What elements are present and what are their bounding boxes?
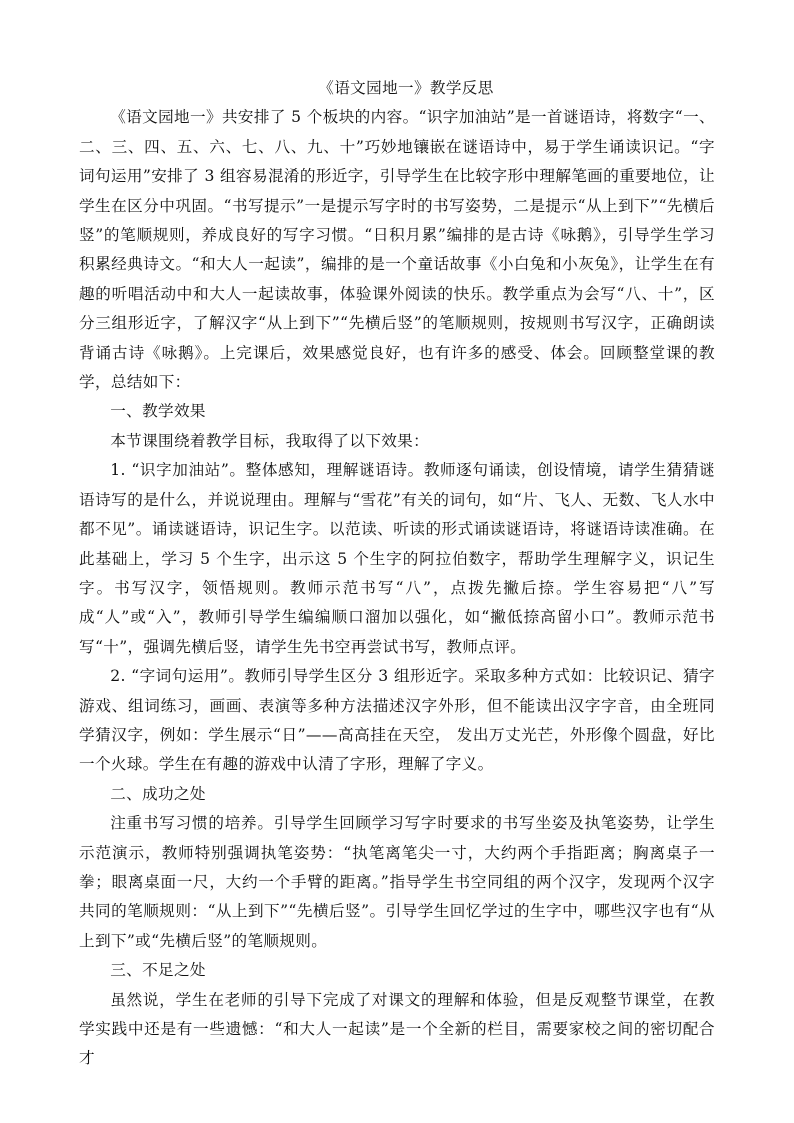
paragraph-intro: 《语文园地一》共安排了 5 个板块的内容。“识字加油站”是一首谜语诗，将数字“一、二、三、四、五、六、七、八、九、十”巧妙地镶嵌在谜语诗中，易于学生诵读识记。“字词句运用”安排了 3 组容易混淆的形近字，引导学生在比较字形中理解笔画的重要地位，让学生在区分中巩固。“书写提示”一是提示写字时的书写姿势，二是提示“从上到下”“先横后竖”的笔顺规则，养成良好的写字习惯。“日积月累”编排的是古诗《咏鹅》，引导学生学习积累经典诗文。“和大人一起读”，编排的是一个童话故事《小白兔和小灰兔》，让学生在有趣的听唱活动中和大人一起读故事，体验课外阅读的快乐。教学重点为会写“八、十”，区分三组形近字，了解汉字“从上到下”“先横后竖”的笔顺规则，按规则书写汉字，正确朗读背诵古诗《咏鹅》。上完课后，效果感觉良好，也有许多的感受、体会。回顾整堂课的教学，总结如下： [79, 108, 715, 392]
paragraph-effect-item-2: 2. “字词句运用”。教师引导学生区分 3 组形近字。采取多种方式如：比较识记、猜字游戏、组词练习，画画、表演等多种方法描述汉字外形，但不能读出汉字字音，由全班同学猜汉字，例如：学生展示“日”——高高挂在天空， 发出万丈光芒，外形像个圆盘，好比一个火球。学生在有趣的游戏中认清了字形，理解了字义。 [79, 667, 715, 774]
paragraph-shortcomings: 虽然说，学生在老师的引导下完成了对课文的理解和体验，但是反观整节课堂，在教学实践中还是有一些遗憾：“和大人一起读”是一个全新的栏目，需要家校之间的密切配合才 [79, 990, 715, 1068]
section-heading-success: 二、成功之处 [110, 784, 206, 803]
paragraph-effect-item-1: 1. “识字加油站”。整体感知，理解谜语诗。教师逐句诵读，创设情境，请学生猜猜谜语诗写的是什么，并说说理由。理解与“雪花”有关的词句，如“片、飞人、无数、飞人水中都不见”。诵读谜语诗，识记生字。以范读、听读的形式诵读谜语诗，将谜语诗读准确。在此基础上，学习 5 个生字，出示这 5 个生字的阿拉伯数字，帮助学生理解字义，识记生字。书写汉字，领悟规则。教师示范书写“八”，点拨先撇后捺。学生容易把“八”写成“人”或“入”，教师引导学生编编顺口溜加以强化，如“撇低捺高留小口”。教师示范书写“十”，强调先横后竖，请学生先书空再尝试书写，教师点评。 [79, 461, 715, 656]
document-body [79, 74, 715, 1074]
paragraph-effect-intro: 本节课围绕着教学目标，我取得了以下效果： [110, 431, 430, 450]
section-heading-shortcomings: 三、不足之处 [110, 961, 206, 980]
document-title: 《语文园地一》教学反思 [318, 79, 494, 97]
paragraph-success: 注重书写习惯的培养。引导学生回顾学习写字时要求的书写坐姿及执笔姿势，让学生示范演示，教师特别强调执笔姿势：“执笔离笔尖一寸，大约两个手指距离；胸离桌子一拳；眼离桌面一尺，大约一个手臂的距离。”指导学生书空同组的两个汉字，发现两个汉字共同的笔顺规则：“从上到下”“先横后竖”。引导学生回忆学过的生字中，哪些汉字也有“从上到下”或“先横后竖”的笔顺规则。 [79, 814, 715, 950]
section-heading-teaching-effect: 一、教学效果 [110, 402, 206, 421]
